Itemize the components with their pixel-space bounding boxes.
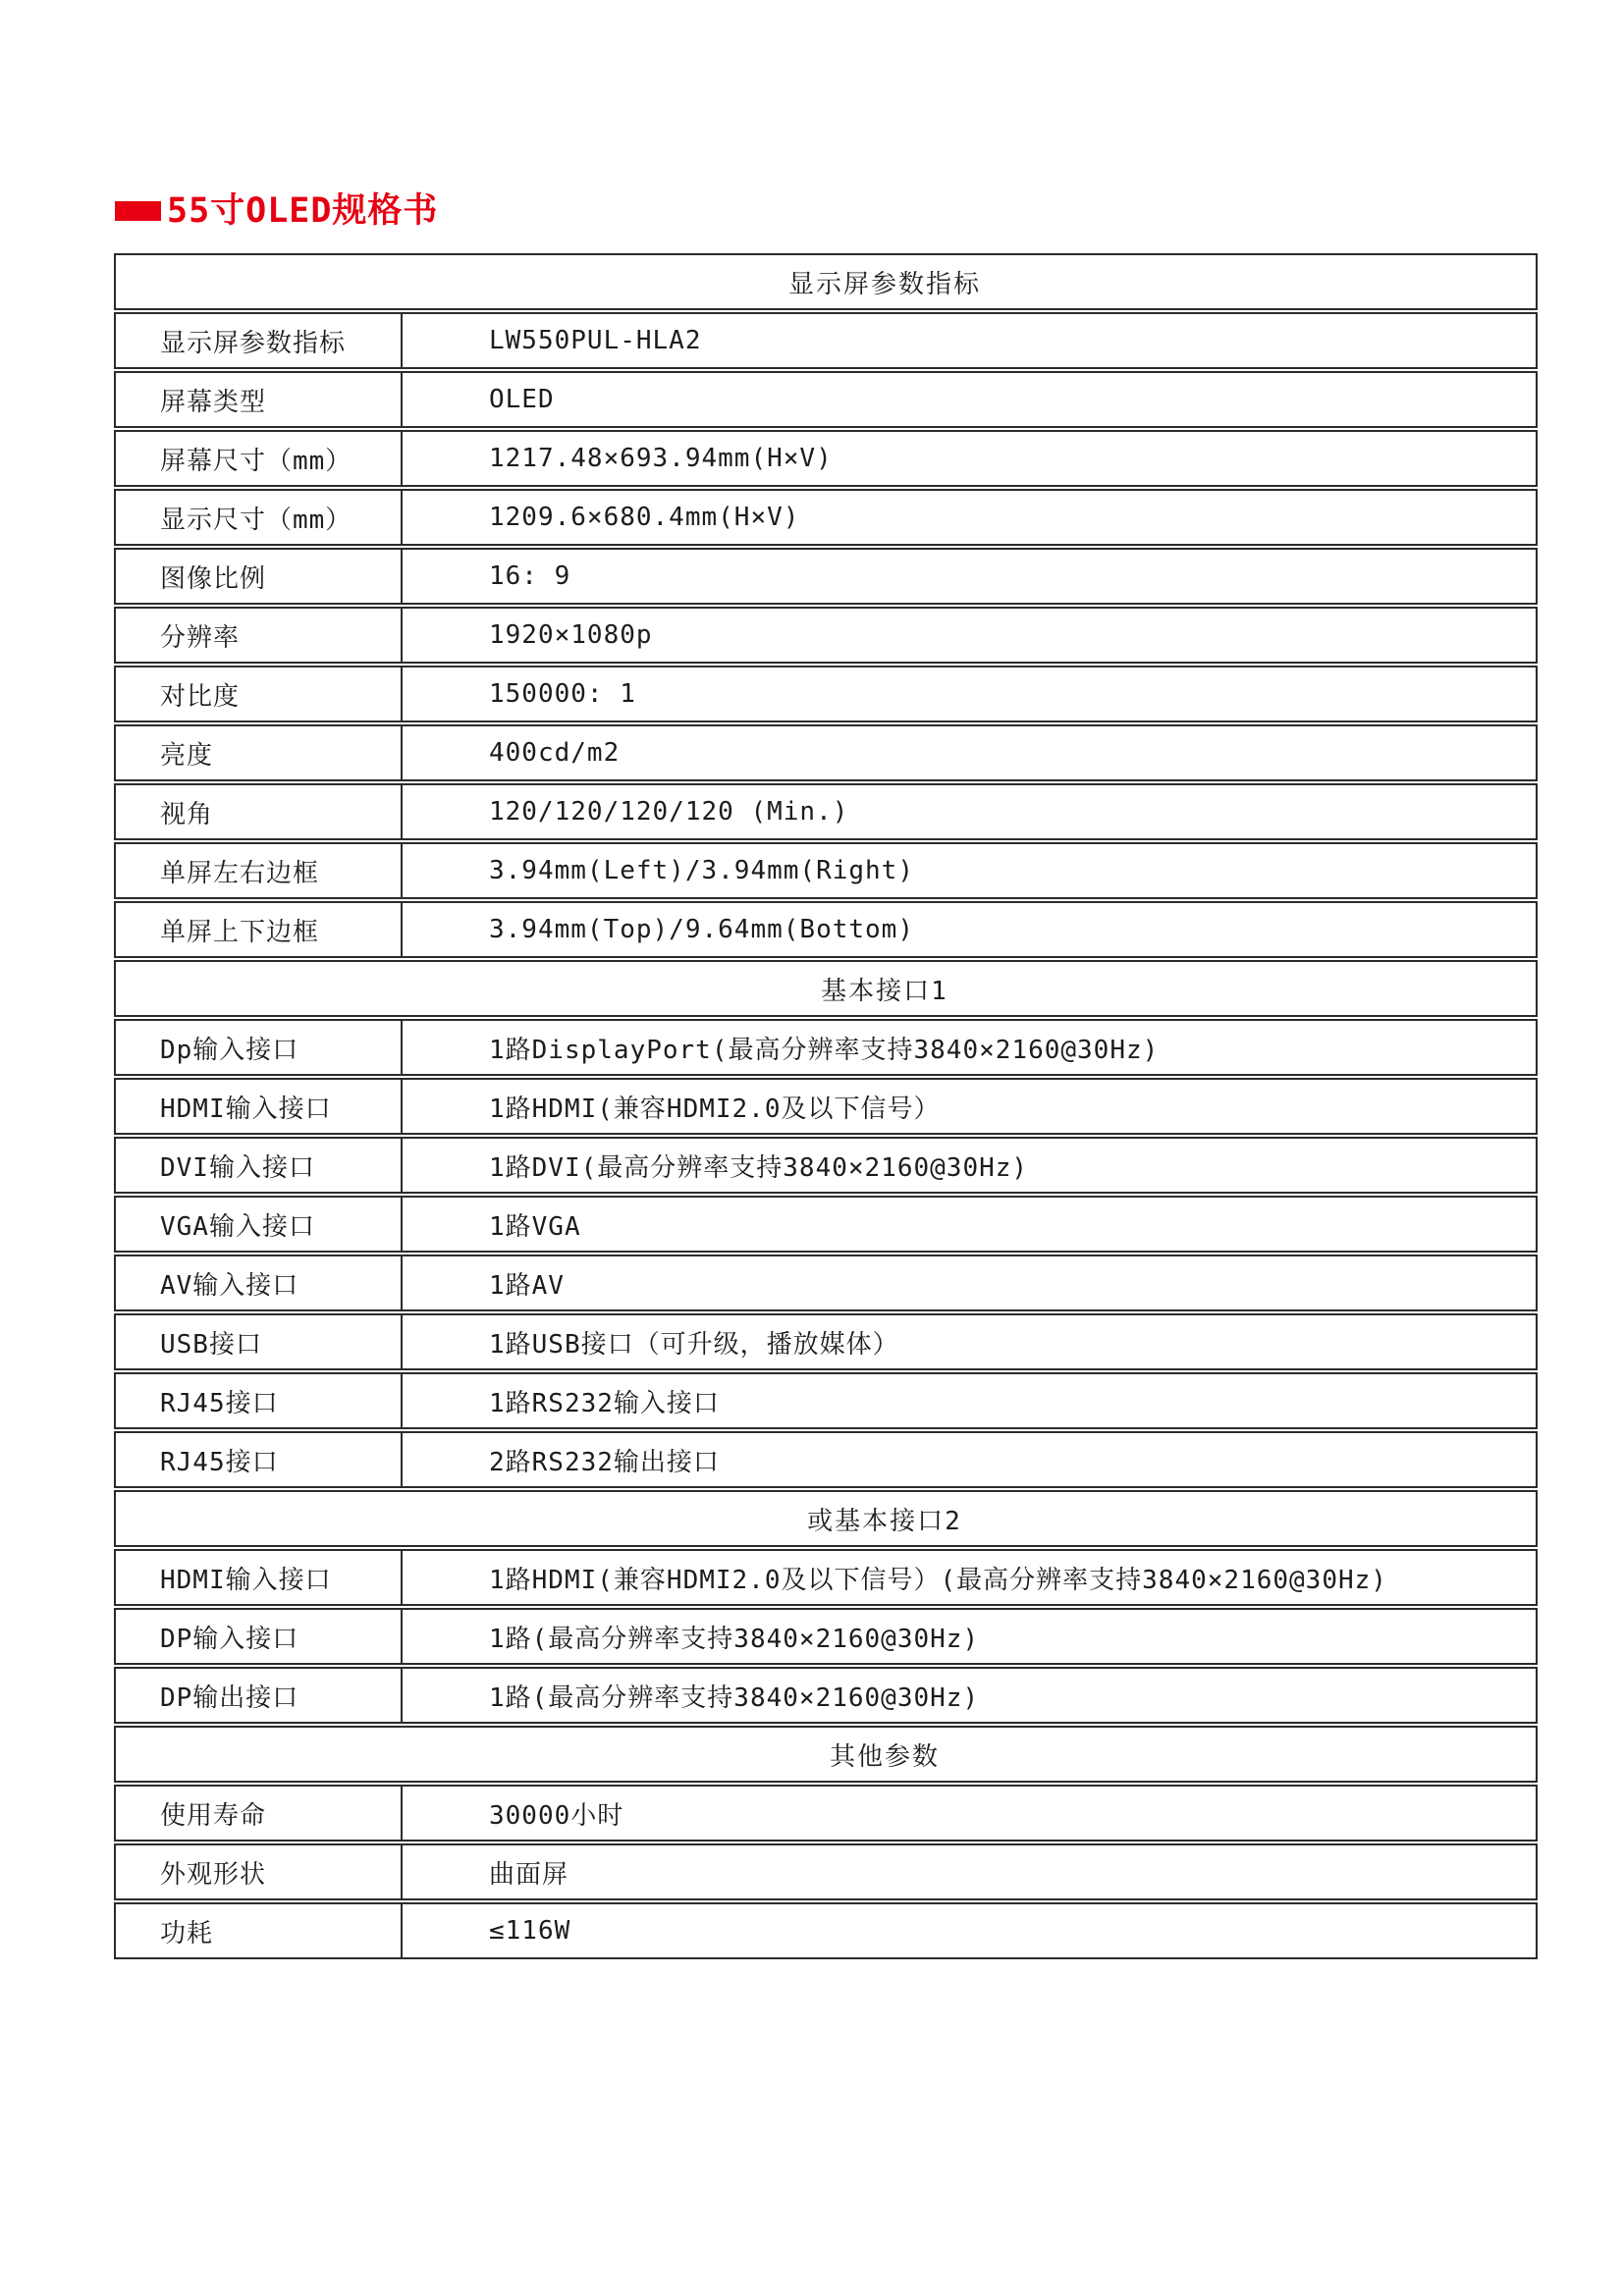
section-header-row [114, 1490, 1538, 1547]
spec-row [114, 1078, 1538, 1135]
spec-value: 1209.6×680.4mm(H×V) [489, 503, 800, 532]
spec-row [114, 1313, 1538, 1370]
section-title: 显示屏参数指标 [787, 269, 981, 299]
spec-value: 16: 9 [489, 561, 571, 591]
spec-row [114, 607, 1538, 664]
spec-label: AV输入接口 [116, 1256, 403, 1309]
spec-row [114, 1785, 1538, 1842]
spec-label: 单屏左右边框 [116, 844, 403, 897]
red-bar-icon [115, 201, 161, 221]
spec-value: 1路USB接口（可升级，播放媒体） [489, 1329, 899, 1360]
spec-label: 单屏上下边框 [116, 903, 403, 956]
spec-row [114, 783, 1538, 840]
spec-value: 150000: 1 [489, 679, 636, 709]
spec-label: 亮度 [116, 726, 403, 779]
spec-value: ≤116W [489, 1916, 571, 1946]
spec-value: LW550PUL-HLA2 [489, 326, 702, 355]
spec-row [114, 1196, 1538, 1253]
spec-row [114, 1255, 1538, 1311]
spec-value: 1路HDMI(兼容HDMI2.0及以下信号）(最高分辨率支持3840×2160@30Hz) [489, 1565, 1387, 1595]
spec-label: VGA输入接口 [116, 1198, 403, 1251]
spec-value: 1路AV [489, 1270, 565, 1301]
page-title: 55寸OLED规格书 [167, 191, 439, 231]
spec-value: 3.94mm(Top)/9.64mm(Bottom) [489, 915, 914, 944]
spec-label: 显示屏参数指标 [116, 314, 403, 367]
spec-label: DVI输入接口 [116, 1139, 403, 1192]
spec-row [114, 489, 1538, 546]
spec-value: 30000小时 [489, 1800, 624, 1831]
spec-row [114, 1608, 1538, 1665]
spec-label: 分辨率 [116, 609, 403, 662]
spec-value: 1路(最高分辨率支持3840×2160@30Hz) [489, 1682, 980, 1713]
spec-label: HDMI输入接口 [116, 1080, 403, 1133]
spec-row [114, 1667, 1538, 1724]
spec-row [114, 312, 1538, 369]
section-title: 基本接口1 [821, 976, 948, 1006]
spec-value: 3.94mm(Left)/3.94mm(Right) [489, 856, 914, 885]
spec-label: Dp输入接口 [116, 1021, 403, 1074]
spec-label: 使用寿命 [116, 1787, 403, 1840]
spec-value: 1路DVI(最高分辨率支持3840×2160@30Hz) [489, 1152, 1029, 1183]
spec-row [114, 430, 1538, 487]
spec-value: 1路VGA [489, 1211, 581, 1242]
spec-label: HDMI输入接口 [116, 1551, 403, 1604]
spec-row [114, 1137, 1538, 1194]
spec-value: 1217.48×693.94mm(H×V) [489, 444, 833, 473]
spec-label: DP输出接口 [116, 1669, 403, 1722]
spec-value: 1920×1080p [489, 620, 653, 650]
spec-row [114, 1902, 1538, 1959]
spec-row [114, 548, 1538, 605]
spec-row [114, 1549, 1538, 1606]
spec-label: USB接口 [116, 1315, 403, 1368]
spec-table [114, 253, 1538, 1959]
spec-value: 1路DisplayPort(最高分辨率支持3840×2160@30Hz) [489, 1035, 1160, 1065]
spec-value: 2路RS232输出接口 [489, 1447, 720, 1477]
spec-row [114, 842, 1538, 899]
spec-value: 400cd/m2 [489, 738, 621, 768]
spec-row [114, 1019, 1538, 1076]
spec-row [114, 724, 1538, 781]
spec-value: 1路(最高分辨率支持3840×2160@30Hz) [489, 1624, 980, 1654]
spec-value: 曲面屏 [489, 1859, 569, 1890]
spec-row [114, 1843, 1538, 1900]
spec-label: DP输入接口 [116, 1610, 403, 1663]
spec-label: 功耗 [116, 1904, 403, 1957]
spec-row [114, 666, 1538, 722]
spec-label: 屏幕类型 [116, 373, 403, 426]
spec-value: 120/120/120/120 (Min.) [489, 797, 849, 827]
spec-row [114, 1431, 1538, 1488]
doc-title-block [115, 192, 438, 231]
spec-label: 图像比例 [116, 550, 403, 603]
spec-label: RJ45接口 [116, 1433, 403, 1486]
spec-value: 1路HDMI(兼容HDMI2.0及以下信号） [489, 1094, 941, 1124]
spec-label: 外观形状 [116, 1845, 403, 1898]
spec-label: 显示尺寸（mm） [116, 491, 403, 544]
section-title: 或基本接口2 [807, 1506, 962, 1536]
spec-value: OLED [489, 385, 555, 414]
spec-label: 视角 [116, 785, 403, 838]
spec-row [114, 371, 1538, 428]
spec-label: RJ45接口 [116, 1374, 403, 1427]
spec-label: 对比度 [116, 667, 403, 721]
section-header-row [114, 1726, 1538, 1783]
section-header-row [114, 960, 1538, 1017]
section-header-row [114, 253, 1538, 310]
spec-value: 1路RS232输入接口 [489, 1388, 720, 1418]
spec-row [114, 1372, 1538, 1429]
section-title: 其他参数 [829, 1741, 940, 1772]
spec-row [114, 901, 1538, 958]
spec-label: 屏幕尺寸（mm） [116, 432, 403, 485]
